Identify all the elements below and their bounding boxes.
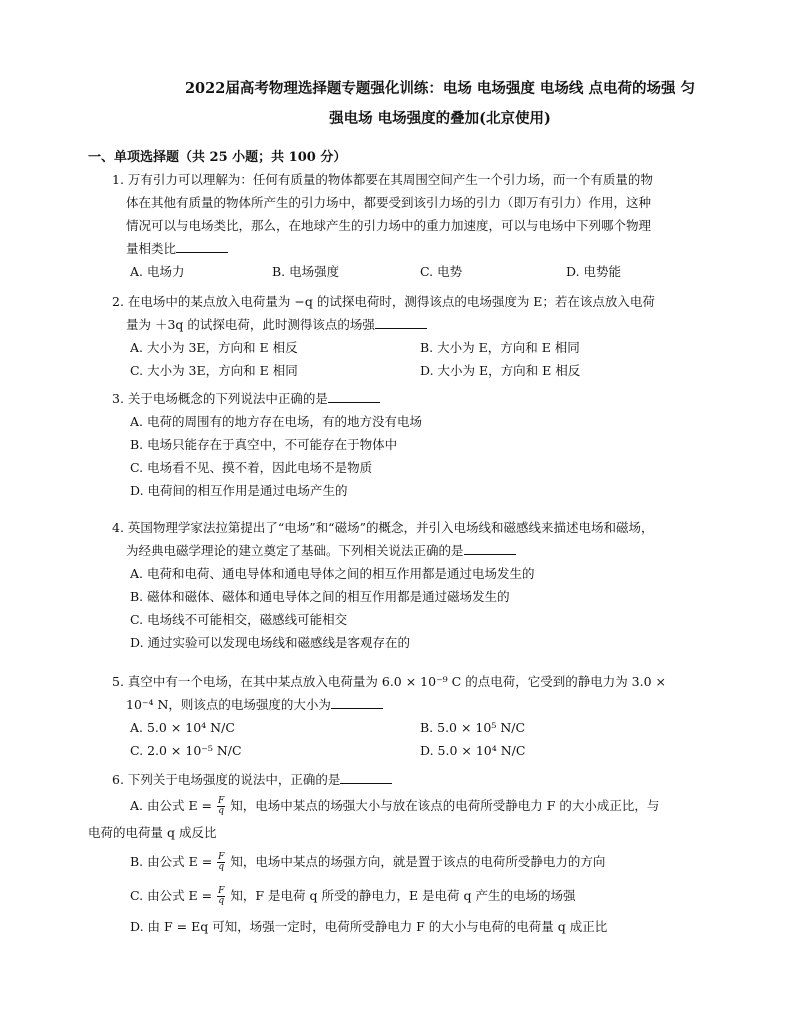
- q6-option-d: D. 由 F = Eq 可知，场强一定时，电荷所受静电力 F 的大小与电荷的电荷量 q 成正比: [130, 919, 608, 934]
- q1-line-4: 量相类比: [126, 241, 177, 256]
- answer-blank: [340, 770, 392, 784]
- q2-option-a: A. 大小为 3E，方向和 E 相反: [130, 340, 298, 355]
- q1-option-d: D. 电势能: [566, 264, 622, 279]
- q5-option-c: C. 2.0 × 10⁻⁵ N/C: [130, 743, 242, 758]
- q4-option-d: D. 通过实验可以发现电场线和磁感线是客观存在的: [130, 635, 411, 650]
- q4-option-b: B. 磁体和磁体、磁体和通电导体之间的相互作用都是通过磁场发生的: [130, 589, 510, 604]
- q2-option-d: D. 大小为 E，方向和 E 相反: [420, 363, 581, 378]
- q5-option-a: A. 5.0 × 10⁴ N/C: [130, 720, 235, 735]
- q1-line-1: 1. 万有引力可以理解为：任何有质量的物体都要在其周围空间产生一个引力场，而一个有质量的物: [112, 172, 653, 187]
- q2-line-1: 2. 在电场中的某点放入电荷量为 −q 的试探电荷时，测得该点的电场强度为 E；若在该点放入电荷: [112, 294, 655, 309]
- answer-blank: [328, 389, 380, 403]
- section-heading: 一、单项选择题（共 25 小题；共 100 分）: [88, 150, 347, 165]
- answer-blank: [176, 239, 228, 253]
- q3-option-b: B. 电场只能存在于真空中，不可能存在于物体中: [130, 437, 398, 452]
- q4-line-2: 为经典电磁学理论的建立奠定了基础。下列相关说法正确的是: [126, 543, 464, 558]
- fraction-f-over-q: $\frac{F}{q}$: [218, 886, 225, 906]
- question-5: [112, 670, 710, 762]
- q6-option-a-prefix: A. 由公式 E =: [130, 798, 213, 813]
- question-3: [112, 387, 710, 502]
- q5-line-2: 10⁻⁴ N，则该点的电场强度的大小为: [126, 697, 331, 712]
- q2-line-2: 量为 ＋3q 的试探电荷，此时测得该点的场强: [126, 317, 375, 332]
- q4-option-c: C. 电场线不可能相交，磁感线可能相交: [130, 612, 348, 627]
- q3-line-1: 3. 关于电场概念的下列说法中正确的是: [112, 391, 328, 406]
- q2-option-c: C. 大小为 3E，方向和 E 相同: [130, 363, 298, 378]
- q2-option-b: B. 大小为 E，方向和 E 相同: [420, 340, 580, 355]
- title-line-1: 2022届高考物理选择题专题强化训练：电场 电场强度 电场线 点电荷的场强 匀: [184, 80, 696, 97]
- q3-option-d: D. 电荷间的相互作用是通过电场产生的: [130, 483, 348, 498]
- q4-option-a: A. 电荷和电荷、通电导体和通电导体之间的相互作用都是通过电场发生的: [130, 566, 535, 581]
- q6-option-b-text: 知，电场中某点的场强方向，就是置于该点的电荷所受静电力的方向: [230, 854, 606, 869]
- q5-option-b: B. 5.0 × 10⁵ N/C: [420, 720, 526, 735]
- fraction-f-over-q: $\frac{F}{q}$: [218, 796, 225, 816]
- title-line-2: 强电场 电场强度的叠加(北京使用): [329, 110, 551, 127]
- q5-line-1: 5. 真空中有一个电场，在其中某点放入电荷量为 6.0 × 10⁻⁹ C 的点电荷，它受到的静电力为 3.0 ×: [112, 674, 666, 689]
- q6-line-1: 6. 下列关于电场强度的说法中，正确的是: [112, 772, 341, 787]
- question-2: [112, 290, 710, 382]
- answer-blank: [331, 695, 383, 709]
- answer-blank: [375, 315, 427, 329]
- q6-option-a-line-2: 电荷的电荷量 q 成反比: [88, 825, 217, 840]
- q1-line-3: 情况可以与电场类比，那么，在地球产生的引力场中的重力加速度，可以与电场中下列哪个物理: [126, 218, 652, 233]
- question-6: [88, 768, 712, 941]
- question-4: [112, 516, 710, 654]
- q6-option-b-prefix: B. 由公式 E =: [130, 854, 213, 869]
- document-title: [130, 74, 750, 134]
- q6-option-c-prefix: C. 由公式 E =: [130, 888, 213, 903]
- q4-line-1: 4. 英国物理学家法拉第提出了“电场”和“磁场”的概念，并引入电场线和磁感线来描述电场和磁场，: [112, 520, 654, 535]
- q1-option-b: B. 电场强度: [272, 264, 340, 279]
- fraction-f-over-q: $\frac{F}{q}$: [218, 852, 225, 872]
- q3-option-a: A. 电荷的周围有的地方存在电场，有的地方没有电场: [130, 414, 422, 429]
- q6-option-a-text: 知，电场中某点的场强大小与放在该点的电荷所受静电力 F 的大小成正比，与: [230, 798, 660, 813]
- q1-line-2: 体在其他有质量的物体所产生的引力场中，都要受到该引力场的引力（即万有引力）作用，这种: [126, 195, 652, 210]
- q5-option-d: D. 5.0 × 10⁴ N/C: [420, 743, 526, 758]
- q1-option-a: A. 电场力: [130, 264, 185, 279]
- q1-option-c: C. 电势: [420, 264, 463, 279]
- q6-option-c-text: 知，F 是电荷 q 所受的静电力，E 是电荷 q 产生的电场的场强: [230, 888, 576, 903]
- answer-blank: [464, 541, 516, 555]
- question-1: [112, 168, 710, 283]
- q3-option-c: C. 电场看不见、摸不着，因此电场不是物质: [130, 460, 373, 475]
